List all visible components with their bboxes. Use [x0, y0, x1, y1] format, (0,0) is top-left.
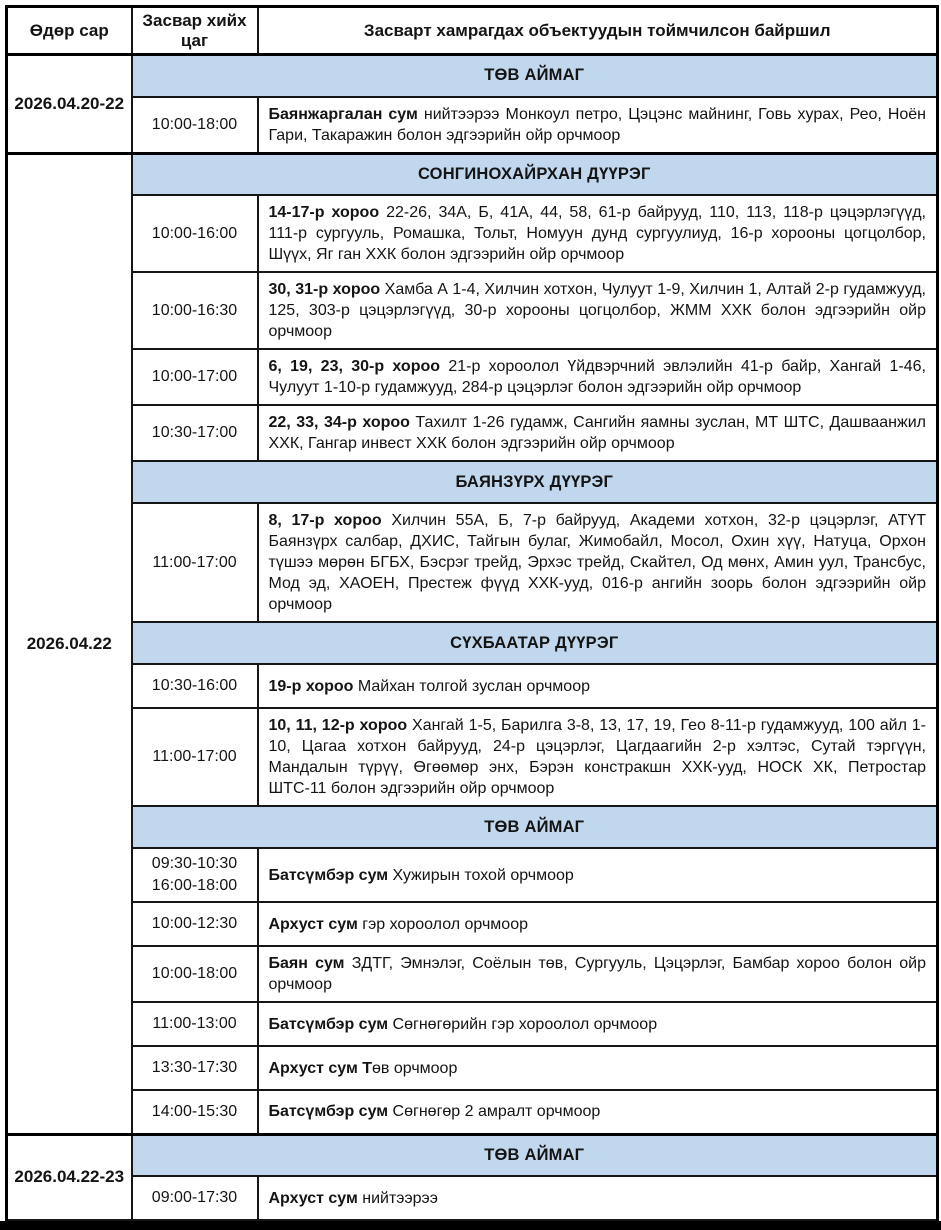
table-row	[7, 461, 938, 503]
table-row	[7, 97, 938, 154]
location-lead: Баянжаргалан сум	[268, 105, 424, 123]
table-row	[7, 55, 938, 97]
location-text: нийтээрээ	[362, 1189, 438, 1207]
time-cell: 10:30-17:00	[132, 405, 258, 461]
section-band: БАЯНЗҮРХ ДҮҮРЭГ	[132, 461, 938, 503]
location-lead: Батсүмбэр сум	[268, 866, 393, 884]
location-cell	[258, 664, 938, 708]
location-lead: Архуст сум Т	[268, 1059, 373, 1077]
table-row	[7, 664, 938, 708]
location-lead: 6, 19, 23, 30-р хороо	[268, 358, 449, 375]
location-cell	[258, 1090, 938, 1134]
location-cell	[258, 405, 938, 461]
location-lead: 30, 31-р хороо	[268, 281, 385, 298]
location-cell	[258, 902, 938, 946]
location-text: Хангай 1-5, Барилга 3-8, 13, 17, 19, Гео 8-11-р гудамжууд, 100 айл 1-10, Цагаа хотхон байрууд, 24-р цэцэрлэг, Цагдаагийн 2-р хэлтэс, Сутай тэргүүн, Мандалын түрүү, Өгөөмөр энх, Бэрэн констракшн ХХК-ууд, НОСК ХК, Петростар ШТС-11 болон эдгээрийн ойр орчмоор	[268, 717, 927, 797]
location-lead: 19-р хороо	[268, 677, 358, 695]
section-band: СОНГИНОХАЙРХАН ДҮҮРЭГ	[132, 153, 938, 195]
time-cell: 11:00-17:00	[132, 503, 258, 622]
location-lead: 14-17-р хороо	[268, 204, 387, 221]
location-text: Тахилт 1-26 гудамж, Сангийн яамны зуслан, МТ ШТС, Дашваанжил ХХК, Гангар инвест ХХК болон эдгээрийн ойр орчмоор	[268, 414, 926, 452]
time-cell: 10:00-16:00	[132, 195, 258, 272]
location-lead: 10, 11, 12-р хороо	[268, 717, 413, 734]
section-band: ТӨВ АЙМАГ	[132, 1134, 938, 1176]
time-line-1: 09:30-10:30	[151, 855, 238, 872]
location-text: Хамба А 1-4, Хилчин хотхон, Чулуут 1-9, Хилчин 1, Алтай 2-р гудамжууд, 125, 303-р цэцэрлэгүүд, 30-р хорооны цогцолбор, ЖММ ХХК болон эдгээрийн ойр орчмоор	[268, 281, 926, 340]
section-band: ТӨВ АЙМАГ	[132, 806, 938, 848]
time-cell: 10:00-18:00	[132, 946, 258, 1002]
table-header-row	[7, 7, 938, 55]
time-cell: 11:00-13:00	[132, 1002, 258, 1046]
location-text: Майхан толгой зуслан орчмоор	[357, 677, 590, 695]
location-text: нийтээрээ Монкоул петро, Цэцэнс майнинг, Говь хурах, Рео, Ноён Гари, Такаражин болон эдгээрийн ойр орчмоор	[268, 105, 927, 144]
time-cell: 10:00-18:00	[132, 97, 258, 154]
location-lead: 22, 33, 34-р хороо	[268, 414, 416, 431]
location-text: 21-р хороолол Үйдвэрчний эвлэлийн 41-р байр, Хангай 1-46, Чулуут 1-10-р гудамжууд, 284-р цэцэрлэг болон эдгээрийн ойр орчмоор	[268, 358, 927, 396]
date-cell: 2026.04.22	[7, 153, 132, 1134]
location-lead: Архуст сум	[268, 1189, 363, 1207]
location-cell	[258, 503, 938, 622]
header-time-column: Засвар хийх цаг	[132, 7, 258, 55]
location-cell	[258, 195, 938, 272]
table-row	[7, 848, 938, 902]
location-cell	[258, 1046, 938, 1090]
table-row	[7, 1134, 938, 1176]
location-text: гэр хороолол орчмоор	[362, 915, 528, 933]
time-cell: 09:00-17:30	[132, 1176, 258, 1220]
table-row	[7, 708, 938, 806]
time-cell: 10:00-16:30	[132, 272, 258, 349]
location-lead: 8, 17-р хороо	[268, 512, 392, 529]
time-cell	[132, 848, 258, 902]
time-line-2: 16:00-18:00	[151, 877, 238, 894]
location-cell	[258, 97, 938, 154]
table-row	[7, 349, 938, 405]
table-row	[7, 1090, 938, 1134]
location-lead: Архуст сум	[268, 915, 363, 933]
time-cell: 13:30-17:30	[132, 1046, 258, 1090]
location-text: 22-26, 34А, Б, 41А, 44, 58, 61-р байрууд, 110, 113, 118-р цэцэрлэгүүд, 111-р сургууль, Ромашка, Тольт, Номуун дунд сургуулиуд, 16-р хорооны цогцолбор, Шүүх, Яг ган ХХК болон эдгээрийн ойр орчмоор	[268, 204, 926, 263]
location-text: Сөгнөгөр 2 амралт орчмоор	[392, 1103, 601, 1121]
location-text: өв орчмоор	[372, 1059, 458, 1077]
time-cell: 14:00-15:30	[132, 1090, 258, 1134]
location-lead: Батсүмбэр сум	[268, 1103, 393, 1121]
table-row	[7, 503, 938, 622]
table-row	[7, 272, 938, 349]
table-row	[7, 195, 938, 272]
date-cell: 2026.04.20-22	[7, 55, 132, 154]
date-cell: 2026.04.22-23	[7, 1134, 132, 1220]
table-row	[7, 1046, 938, 1090]
section-band: ТӨВ АЙМАГ	[132, 55, 938, 97]
time-cell: 10:30-16:00	[132, 664, 258, 708]
table-row	[7, 1002, 938, 1046]
location-cell	[258, 1176, 938, 1220]
table-row	[7, 902, 938, 946]
location-cell	[258, 708, 938, 806]
time-cell: 10:00-17:00	[132, 349, 258, 405]
location-text: Хилчин 55А, Б, 7-р байрууд, Академи хотхон, 32-р цэцэрлэг, АТҮТ Баянзүрх салбар, ДХИС, Тайгын булаг, Жимобайл, Мосол, Охин хүү, Натуца, Орхон түшээ мөрөн БГБХ, Бэсрэг трейд, Эрхэс трейд, Скайтел, Од мөнх, Амин уул, Трансбус, Мод эд, ХАОЕН, Престеж фүүд ХХК-ууд, 016-р ангийн зоорь болон эдгээрийн ойр орчмоор	[268, 512, 927, 613]
table-row	[7, 946, 938, 1002]
location-text: Хужирын тохой орчмоор	[392, 866, 574, 884]
location-cell	[258, 1002, 938, 1046]
location-lead: Баян сум	[268, 955, 352, 972]
location-cell	[258, 272, 938, 349]
table-row	[7, 806, 938, 848]
location-cell	[258, 349, 938, 405]
header-date-column: Өдөр сар	[7, 7, 132, 55]
location-lead: Батсүмбэр сум	[268, 1015, 393, 1033]
time-cell: 11:00-17:00	[132, 708, 258, 806]
bottom-border-bar	[0, 1221, 941, 1230]
table-row	[7, 1176, 938, 1220]
location-text: ЗДТГ, Эмнэлэг, Соёлын төв, Сургууль, Цэцэрлэг, Бамбар хороо болон ойр орчмоор	[268, 955, 927, 993]
table-row	[7, 622, 938, 664]
table-row	[7, 153, 938, 195]
header-location-column: Засварт хамрагдах объектуудын тоймчилсон байршил	[258, 7, 938, 55]
time-cell: 10:00-12:30	[132, 902, 258, 946]
table-row	[7, 405, 938, 461]
location-text: Сөгнөгөрийн гэр хороолол орчмоор	[392, 1015, 658, 1033]
location-cell	[258, 848, 938, 902]
location-cell	[258, 946, 938, 1002]
section-band: СҮХБААТАР ДҮҮРЭГ	[132, 622, 938, 664]
outage-schedule-table	[5, 5, 939, 1221]
